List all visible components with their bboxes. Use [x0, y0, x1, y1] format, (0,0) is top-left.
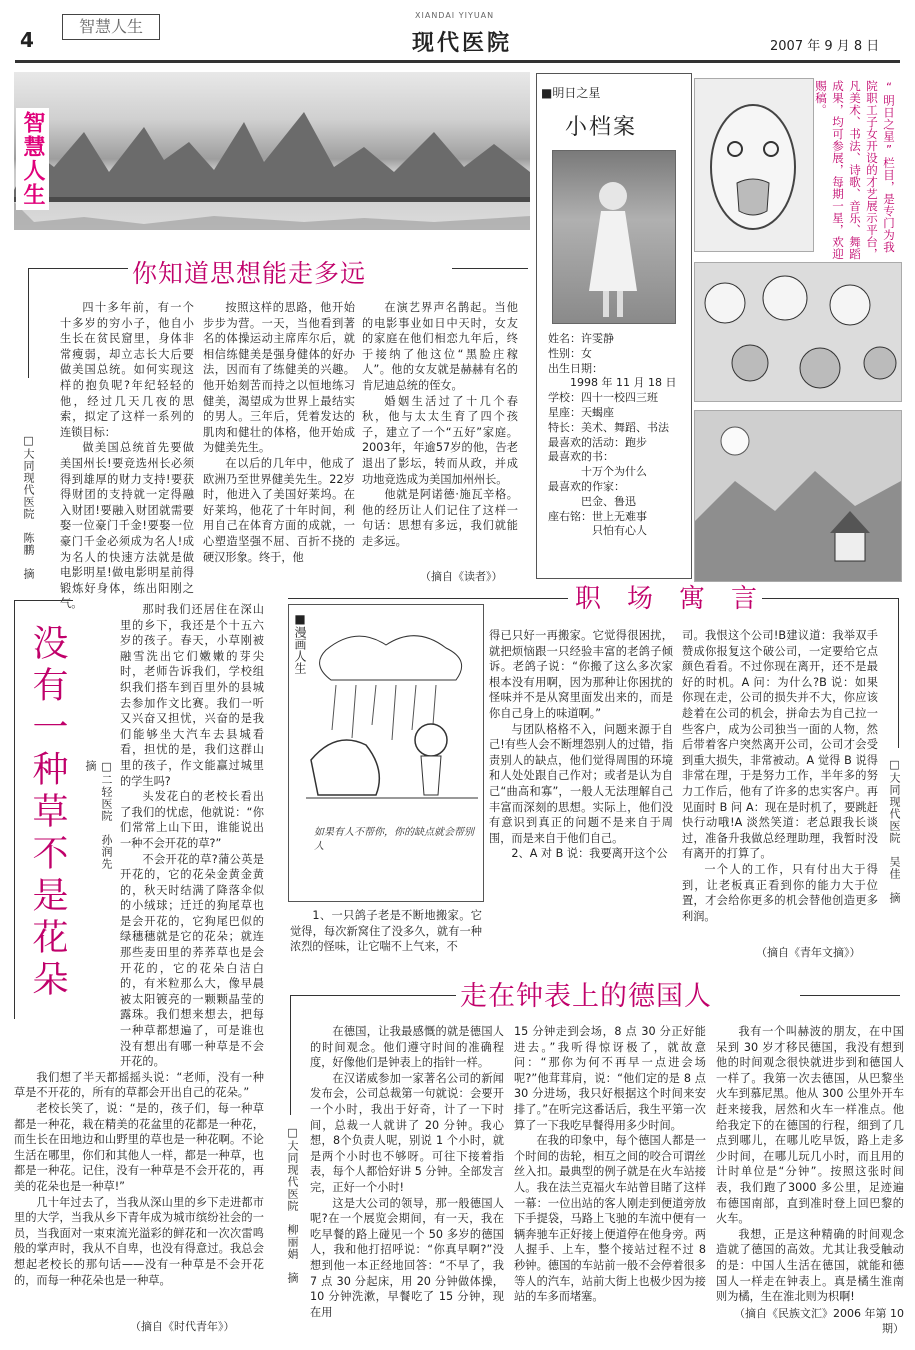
profile-field: 1998 年 11 月 18 日 [548, 376, 677, 390]
paragraph: 在演艺界声名鹊起。当他的电影事业如日中天时，女友的家庭在他们相恋九年后，终于接纳了他这位“黑脸庄稼人”。他的女友就是赫赫有名的肯尼迪总统的侄女。 [362, 301, 518, 392]
profile-field: 座右铭：世上无难事 [548, 509, 647, 523]
article4-column-3 [716, 1024, 904, 1305]
article3-source: （摘自《青年文摘》） [756, 946, 861, 959]
article3-byline: □大同现代医院 吴佳 摘 [888, 758, 901, 904]
profile-fields [548, 332, 688, 539]
article4-column-1 [310, 1024, 504, 1320]
profile-field: 十万个为什么 [548, 465, 647, 479]
artwork-landscape [694, 410, 902, 582]
article4-title: 走在钟表上的德国人 [460, 981, 712, 1012]
cartoon-text [290, 908, 482, 955]
article1-byline: □大同现代医院 陈鹏 摘 [22, 434, 35, 580]
paragraph: 1、一只鸽子老是不断地搬家。它觉得，每次新窝住了没多久，就有一种浓烈的怪味，让它喘不上气来，不 [290, 909, 482, 954]
paragraph: 在以后的几年中，他成了欧洲乃至世界健美先生。22岁时，他进入了美国好莱坞。在好莱坞，他花了十年时间，利用自己在体育方面的成就，一心塑造坚强不屈、百折不挠的硬汉形象。终于，他 [203, 456, 355, 564]
profile-field: 最喜欢的书： [548, 450, 614, 464]
masthead-small: XIANDAI YIYUAN [415, 11, 495, 20]
paragraph: 我们想了半天都摇摇头说：“老师，没有一种草是不开花的，所有的草都会开出自己的花朵。” [14, 1070, 264, 1100]
article3-rule-left [288, 598, 568, 599]
profile-field: 最喜欢的活动：跑步 [548, 435, 647, 449]
article3-column-2 [682, 628, 878, 924]
paragraph: 几十年过去了，当我从深山里的乡下走进都市里的大学，当我从乡下青年成为城市缤纷社会的一员，当我面对一束束流光溢彩的鲜花和一次次雷鸣般的掌声时，我从不自卑，也没有得意过。我总会想起老校长的那句话——没有一种草是不会开花的，而每一种花朵也是一种草。 [14, 1195, 264, 1287]
profile-field: 最喜欢的作家： [548, 479, 625, 493]
girl-photo [553, 151, 675, 323]
article4-rule-vertical [290, 995, 291, 1115]
article1-column-2 [203, 300, 355, 565]
landscape-drawing [695, 411, 901, 581]
paragraph: 在汉诺威参加一家著名公司的新闻发布会，公司总裁第一句就说：会要开一个小时，我出于好奇，计了一下时间，总裁一人就讲了 20 分钟。我心想，8个负责人呢，别说 1 个小时，就是两个小时也不够呀。可往下接着指表，每个人都恰好讲 5 分钟。全部发言完，正好一个小时! [310, 1071, 504, 1194]
cartoon-label: ■漫画人生 [293, 612, 307, 674]
article3-rule-right [762, 598, 898, 599]
paragraph: 做美国总统首先要做美国州长!要竞选州长必须得到雄厚的财力支持!要获得财团的支持就一定得融入财团!要融入财团就需要娶一位豪门千金!要娶一位豪门千金必须成为名人!成为名人的快速方法就是做电影明星!做电影明星前得锻炼好身体，练出阳刚之气。 [60, 441, 194, 611]
artwork-face-drawing [694, 78, 814, 252]
article1-column-3 [362, 300, 518, 550]
article3-column-1 [489, 628, 673, 862]
article1-rule-vertical [28, 268, 29, 378]
profile-field: 出生日期： [548, 361, 603, 375]
paragraph: 一个人的工作，只有付出大于得到，让老板真正看到你的能力大于位置，才会给你更多的机会替他创造更多利润。 [682, 862, 878, 923]
banner-photo [14, 72, 530, 230]
issue-date: 2007 年 9 月 8 日 [770, 39, 880, 54]
paragraph: 这是大公司的领导，那一般德国人呢?在一个展览会期间，有一天，我在吃早餐的路上碰见一个 50 多岁的德国人，我和他打招呼说：“你真早啊?”没想到他一本正经地回答：“不早了，我 7 点 30 分起床，用 20 分钟做体操，10 分钟洗漱，早餐吃了 15 分钟，现在用 [310, 1196, 504, 1319]
paragraph: 四十多年前，有一个十多岁的穷小子，他自小生长在贫民窟里，身体非常瘦弱，却立志长大后要做美国总统。如何实现这样的抱负呢?年纪轻轻的他，经过几天几夜的思索，拟定了这样一系列的连锁目标： [60, 301, 194, 439]
profile-intro: “明日之星”栏目，是专门为我院职工子女开设的才艺展示平台，凡美术、书法、诗歌、音乐、舞蹈成果，均可参展，每期一星，欢迎赐稿。 [814, 80, 896, 260]
article1-rule-right [452, 268, 528, 269]
article3-rule-vertical [898, 598, 899, 748]
article3-title: 职 场 寓 言 [575, 584, 758, 614]
paragraph: 与团队格格不入，问题来源于自己!有些人会不断埋怨别人的过错，指责别人的缺点，他们觉得周围的环境和人处处跟自己作对；或者是认为自己“曲高和寡”，一般人无法理解自己丰富而深刻的思想。实际上，他们没有意识到真正的问题不是来自于周围，而是来自于他们自己。 [489, 722, 673, 845]
article4-byline: □大同现代医院 柳丽娟 摘 [286, 1126, 299, 1284]
paragraph: 不会开花的草?蒲公英是开花的，它的花朵金黄金黄的，秋天时结满了降落伞似的小绒球；迁迁的狗尾草也是会开花的，它狗尾巴似的绿穗穗就是它的花朵；就连那些麦田里的荞荞草也是会开花的，它的花朵白洁白的，有米粒那么大，像早晨被太阳镀亮的一颗颗晶莹的露珠。我们想来想去，把每一种草都想遍了，可是谁也没有想出有哪一种草是不会开花的。 [120, 852, 264, 1069]
paragraph: 司。我恨这个公司!B建议道：我举双手赞成你报复这个破公司，一定要给它点颜色看看。不过你现在离开，还不是最好的时机。A 问：为什么?B 说：如果你现在走，公司的损失并不大，你应该趁着在公司的机会，拼命去为自己拉一些客户，成为公司独当一面的人物，然后带着客户突然离开公司，公司才会受到重大损失，非常被动。A 觉得 B 说得非常在理，于是努力工作，半年多的努力工作后，他有了许多的忠实客户。再见面时 B 问 A：现在是时机了，要跳赶快行动哦!A 淡然笑道：老总跟我长谈过，准备升我做总经理助理，我暂时没有离开的打算了。 [682, 629, 878, 861]
profile-field: 巴金、鲁迅 [548, 494, 636, 508]
paragraph: 头发花白的老校长看出了我们的忧虑，他就说：“你们常常上山下田，谁能说出一种不会开花的草?” [120, 790, 264, 850]
article2-source: （摘自《时代青年》） [130, 1320, 235, 1333]
banner-label: 智慧人生 [16, 108, 49, 210]
paragraph: 2、A 对 B 说：我要离开这个公 [511, 847, 668, 861]
profile-section: ■明日之星 [541, 86, 601, 100]
paragraph: 我想，正是这种精确的时间观念造就了德国的高效。尤其让我受触动的是：中国人生活在德国，就能和德国人一样走在钟表上。真是橘生淮南则为橘，生在淮北则为枳啊! [716, 1227, 904, 1304]
masthead: 现代医院 [412, 30, 513, 56]
paragraph: 婚姻生活过了十几个春秋，他与太太生育了四个孩子，建立了一个“五好”家庭。2003年，年逾57岁的他，告老退出了影坛，转而从政，并成功地竞选成为美国加州州长。 [362, 394, 518, 486]
cartoon-caption: 如果有人不帮你，你的缺点就会帮别人 [314, 827, 474, 852]
article1-title: 你知道思想能走多远 [132, 259, 367, 288]
paragraph: 老校长笑了，说：“是的，孩子们，每一种草都是一种花，栽在精美的花盆里的花都是一种花，而生长在田地边和山野里的草也是一种花啊。不论生活在哪里，你们和其他人一样，都是一种草，也都是一种花。记住，没有一种草是不会开花的，再美的花朵也是一种草!” [14, 1102, 264, 1193]
profile-field: 性别：女 [548, 346, 592, 360]
article4-rule-right [800, 995, 900, 996]
flower-drawing [695, 263, 901, 401]
paragraph: 我有一个叫赫波的朋友，在中国呆到 30 岁才移民德国，我没有想到他的时间观念很快就进步到和德国人一样了。我第一次去德国，从巴黎坐火车到慕尼黑。他从 300 公里外开车赶来接我，居然和火车一样准点。他给我定下的在德国的行程，细到了几点到哪儿，在哪儿吃早饭，路上走多少时间，在哪儿玩几小时，而且用的计时单位是“分钟”。按照这张时间表，我们跑了3000 多公里，足迹遍布德国南部，直到准时登上回巴黎的火车。 [716, 1025, 904, 1226]
profile-photo [552, 150, 676, 324]
section-tag: 智慧人生 [62, 14, 160, 40]
profile-field: 只怕有心人 [548, 524, 647, 538]
profile-field: 姓名：许雯静 [548, 332, 614, 345]
article1-source: （摘自《读者》） [420, 570, 503, 583]
article4-source: （摘自《民族文汇》2006 年第 10 期） [734, 1307, 904, 1335]
article2-byline: □二轻医院 孙润先 摘 [84, 760, 113, 882]
artwork-flowers [694, 262, 902, 402]
profile-title: 小档案 [565, 115, 638, 140]
paragraph: 那时我们还居住在深山里的乡下，我还是个十五六岁的孩子。春天，小草刚被融雪洗出它们嫩嫩的芽尖时，老师告诉我们，学校组织我们搭车到百里外的县城去参加作文比赛。我们一听又兴奋又担忧，兴奋的是我们能够坐大汽车去县城看看，担忧的是，我们这群山里的孩子，作文能赢过城里的学生吗? [120, 603, 264, 788]
paragraph: 他就是阿诺德·施瓦辛格。他的经历让人们记住了这样一句话：思想有多远，我们就能走多远。 [362, 488, 518, 548]
profile-field: 星座：天蝎座 [548, 405, 614, 419]
paragraph: 按照这样的思路，他开始步步为营。一天，当他看到著名的体操运动主席库尔后，就相信练健美是强身健体的好办法，因而有了练健美的兴趣。他开始刻苦而持之以恒地练习健美，渴望成为世界上最结实的男人。三年后，凭着发达的肌肉和健壮的体格，他开始成为健美先生。 [203, 301, 355, 455]
karst-landscape-illustration [14, 72, 530, 230]
face-drawing [695, 79, 813, 251]
paragraph: 15 分钟走到会场，8 点 30 分正好能进去。”我听得惊讶极了，就故意问：“那你为何不再早一点进会场呢?”他茸茸肩，说：“他们定的是 8 点 30 分进场，我只好根据这个时间来安排了。”在听完这番话后，我生平第一次算了一下我吃早餐得用多少时间。 [514, 1025, 706, 1132]
paragraph: 在我的印象中，每个德国人都是一个时间的齿轮，相互之间的咬合可谓丝丝入扣。最典型的例子就是在火车站接人。我在法兰克福火车站曾目睹了这样一幕：一位出站的客人刚走到便道旁放下手提袋，马路上飞驰的车流中便有一辆奔驰车正好接上便道停在他身旁。两人握手、上车，整个接站过程不过 8 秒钟。德国的车站前一般不会停着很多等人的汽车，站前大街上也极少因为接站的车多而堵塞。 [514, 1134, 706, 1304]
profile-field: 特长：美术、舞蹈、书法 [548, 420, 669, 434]
header-rule [15, 60, 900, 63]
article1-rule-left [28, 268, 128, 269]
article2-title: 没有一种草不是花朵 [27, 624, 68, 1002]
paragraph: 得已只好一再搬家。它觉得很困扰，就把烦恼跟一只经验丰富的老鸽子倾诉。老鸽子说：“你搬了这么多次家根本没有用啊，因为那种让你困扰的怪味并不是从窝里面发出来的，而是你自己身上的味道啊。” [489, 629, 673, 720]
page-number: 4 [20, 28, 34, 52]
article4-rule-left [290, 995, 456, 996]
article4-column-2 [514, 1024, 706, 1305]
profile-field: 学校：四十一校四三班 [548, 391, 658, 405]
paragraph: 在德国，让我最感慨的就是德国人的时间观念。他们遵守时间的准确程度，好像他们是钟表上的指针一样。 [310, 1025, 504, 1070]
article1-column-1 [60, 300, 194, 612]
article2-body [14, 602, 264, 1288]
